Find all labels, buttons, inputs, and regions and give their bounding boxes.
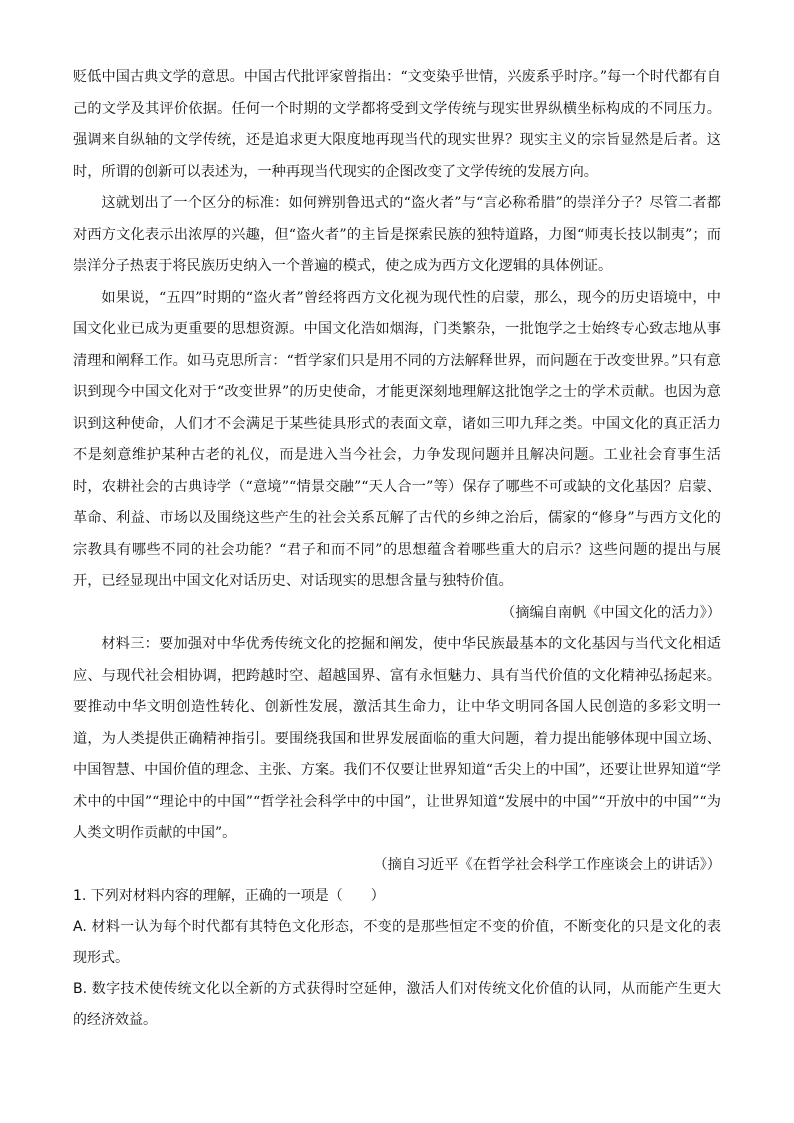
document-page (73, 62, 721, 1036)
paragraph-wusi: 如果说，“五四”时期的“盗火者”曾经将西方文化视为现代性的启蒙，那么，现今的历史语境中，中国文化业已成为更重要的思想资源。中国文化浩如烟海，门类繁杂，一批饱学之士始终专心致志地从事清理和阐释工作。如马克思所言：“哲学家们只是用不同的方法解释世界，而问题在于改变世界。”只有意识到现今中国文化对于“改变世界”的历史使命，才能更深刻地理解这批饱学之士的学术贡献。也因为意识到这种使命，人们才不会满足于某些徒具形式的表面文章，诸如三叩九拜之类。中国文化的真正活力不是刻意维护某种古老的礼仪，而是进入当今社会，力争发现问题并且解决问题。工业社会育事生活时，农耕社会的古典诗学（“意境”“情景交融”“天人合一”等）保存了哪些不可或缺的文化基因？启蒙、革命、利益、市场以及围绕这些产生的社会关系瓦解了古代的乡绅之治后，儒家的“修身”与西方文化的宗教具有哪些不同的社会功能？“君子和而不同”的思想蕴含着哪些重大的启示？这些问题的提出与展开，已经显现出中国文化对话历史、对话现实的思想含量与独特价值。 (73, 289, 721, 589)
paragraph-distinction: 这就划出了一个区分的标准：如何辨别鲁迅式的“盗火者”与“言必称希腊”的崇洋分子？尽管二者都对西方文化表示出浓厚的兴趣，但“盗火者”的主旨是探索民族的独特道路，力图“师夷长技以制夷”；而崇洋分子热衷于将民族历史纳入一个普遍的模式，使之成为西方文化逻辑的具体例证。 (73, 195, 721, 274)
question-stem: 1. 下列对材料内容的理解，正确的一项是（ ） (73, 888, 385, 904)
question-option-b: B. 数字技术使传统文化以全新的方式获得时空延伸，激活人们对传统文化价值的认同，从而能产生更大的经济效益。 (73, 981, 721, 1028)
material-three: 材料三：要加强对中华优秀传统文化的挖掘和阐发，使中华民族最基本的文化基因与当代文化相适应、与现代社会相协调，把跨越时空、超越国界、富有永恒魅力、具有当代价值的文化精神弘扬起来。要推动中华文明创造性转化、创新性发展，激活其生命力，让中华文明同各国人民创造的多彩文明一道，为人类提供正确精神指引。要围绕我国和世界发展面临的重大问题，着力提出能够体现中国立场、中国智慧、中国价值的理念、主张、方案。我们不仅要让世界知道“舌尖上的中国”，还要让世界知道“学术中的中国”“理论中的中国”“哲学社会科学中的中国”，让世界知道“发展中的中国”“开放中的中国”“为人类文明作贡献的中国”。 (73, 636, 721, 841)
source-citation-3: （摘自习近平《在哲学社会科学工作座谈会上的讲话》） (373, 856, 721, 873)
paragraph-continued: 贬低中国古典文学的意思。中国古代批评家曾指出：“文变染乎世情，兴废系乎时序。”每一个时代都有自己的文学及其评价依据。任何一个时期的文学都将受到文学传统与现实世界纵横坐标构成的不同压力。强调来自纵轴的文学传统，还是追求更大限度地再现当代的现实世界？现实主义的宗旨显然是后者。这时，所谓的创新可以表述为，一种再现当代现实的企图改变了文学传统的发展方向。 (73, 69, 721, 180)
source-citation-2: （摘编自南帆《中国文化的活力》） (501, 604, 721, 621)
question-option-a: A. 材料一认为每个时代都有其特色文化形态，不变的是那些恒定不变的价值，不断变化的只是文化的表现形式。 (73, 919, 721, 966)
